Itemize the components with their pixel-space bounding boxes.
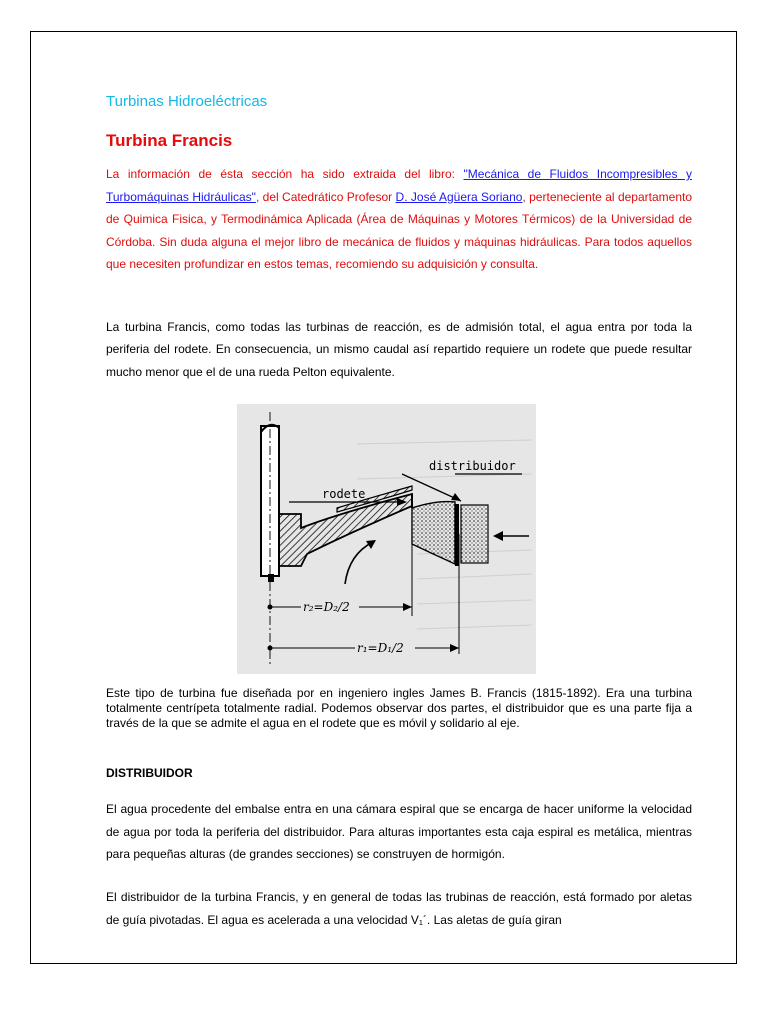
distribuidor-heading: DISTRIBUIDOR — [106, 766, 193, 780]
book-link[interactable]: "Mecánica de Fluidos Incompresibles y Turbomáquinas Hidráulicas" — [106, 167, 693, 204]
distribuidor-label: distribuidor — [429, 459, 516, 473]
r1-label: r₁=D₁/2 — [357, 641, 404, 655]
intro-text-3: , perteneciente al departamento de Quimica Fisica, y Termodinámica Aplicada (Área de Máquinas y Motores Térmicos) de la Universidad de Córdoba. Sin duda alguna el mejor libro de mecánica de fluidos y máquinas hidráulicas. Para todos aquellos que necesiten profundizar en estos temas, recomiendo su adquisición y consulta. — [106, 189, 693, 271]
r2-label: r₂=D₂/2 — [303, 600, 350, 614]
body-paragraph-3: El distribuidor de la turbina Francis, y en general de todas las trubinas de reacción, está formado por aletas de guía pivotadas. El agua es acelerada a una velocidad V₁´. Las aletas de guía giran — [106, 890, 692, 927]
body-paragraph-2: El agua procedente del embalse entra en una cámara espiral que se encarga de hacer uniforme la velocidad de agua por toda la periferia del distribuidor. Para alturas importantes esta caja espiral es metálica, mientras para pequeñas alturas (de grandes secciones) se construyen de hormigón. — [106, 802, 692, 861]
author-link[interactable]: D. José Agüera Soriano — [395, 189, 523, 204]
section-title: Turbina Francis — [106, 131, 233, 150]
body-paragraph-1: La turbina Francis, como todas las turbinas de reacción, es de admisión total, el agua entra por toda la periferia del rodete. En consecuencia, un mismo caudal así repartido requiere un rodete que puede resultar mucho menor que el de una rueda Pelton equivalente. — [106, 320, 692, 379]
francis-turbine-diagram — [237, 404, 536, 674]
distributor-inner-wall — [455, 504, 459, 566]
document-page — [30, 31, 737, 964]
site-title: Turbinas Hidroeléctricas — [106, 93, 268, 110]
intro-text-2: , del Catedrático Profesor — [255, 189, 396, 204]
intro-text-1: La información de ésta sección ha sido extraida del libro: — [106, 167, 464, 181]
caption-paragraph: Este tipo de turbina fue diseñada por en ingeniero ingles James B. Francis (1815-1892). Era una turbina totalmente centrípeta totalmente radial. Podemos observar dos partes, el distribuidor que es una parte fija a través de la que se admite el agua en el rodete que es móvil y solidario al eje. — [106, 686, 692, 730]
intro-paragraph — [106, 163, 692, 276]
rodete-label: rodete — [322, 487, 366, 501]
guide-vane — [461, 505, 488, 563]
